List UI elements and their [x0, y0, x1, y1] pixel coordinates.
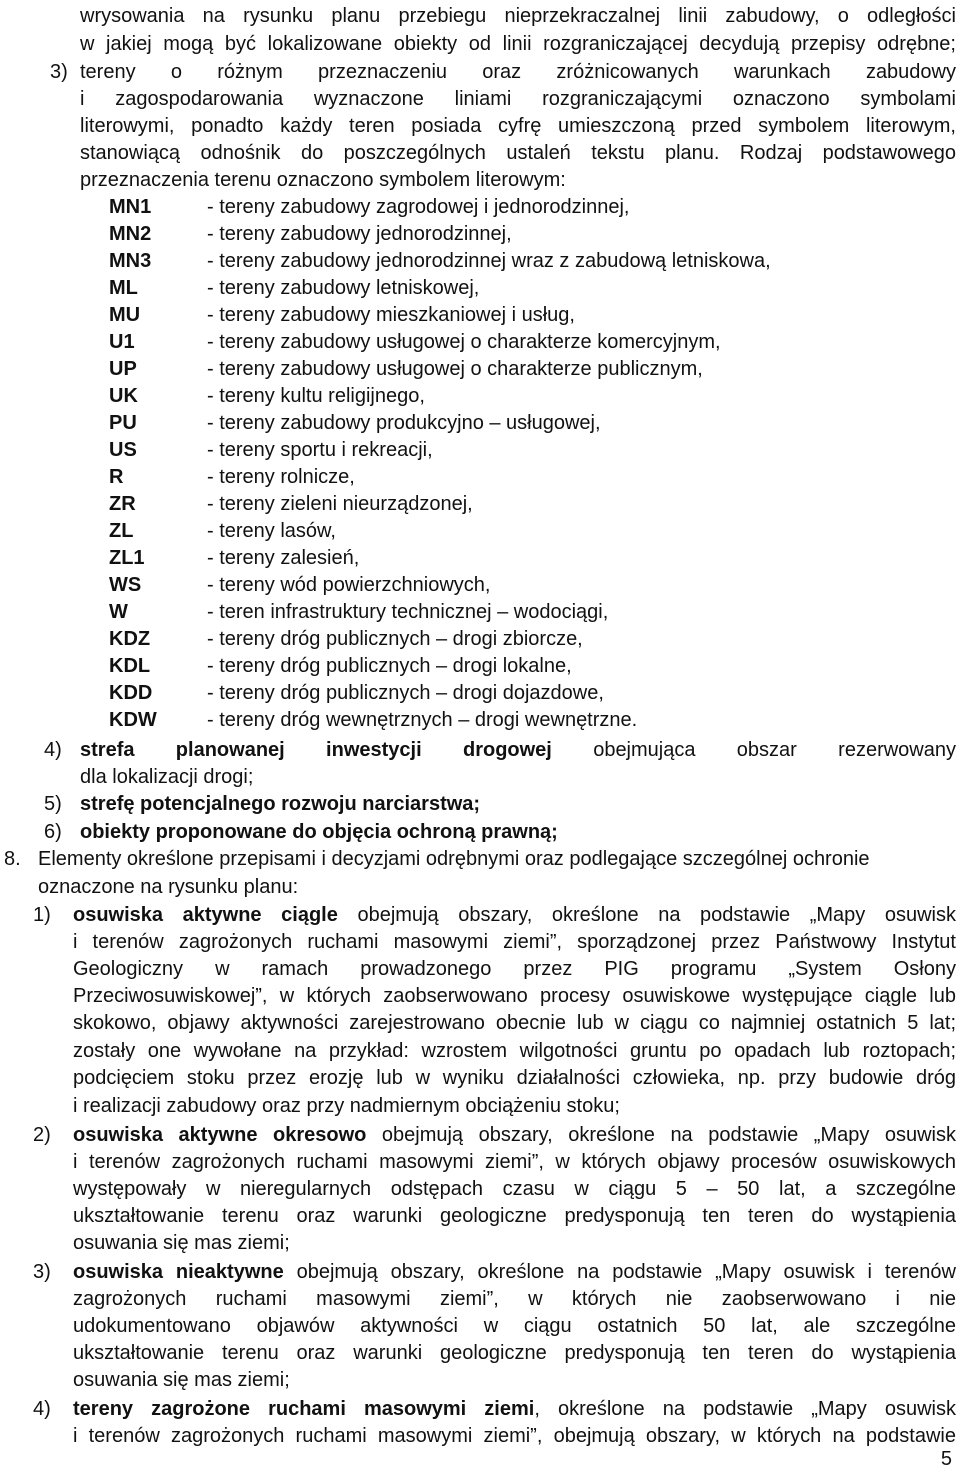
s8-item-line: zostały one wywołane na przykład: wzrostem wilgotności gruntu po opadach lub roztopach; [73, 1040, 956, 1062]
symbol-code: ZL [109, 520, 134, 542]
s8-item-4-rest: , określone na podstawie „Mapy osuwisk [534, 1398, 956, 1420]
symbol-code: MU [109, 304, 141, 326]
intro-line-1: wrysowania na rysunku planu przebiegu nieprzekraczalnej linii zabudowy, o odległości [80, 5, 956, 27]
s8-item-3-bold: osuwiska nieaktywne [73, 1261, 284, 1283]
symbol-description: - tereny zabudowy produkcyjno – usługowej, [207, 412, 601, 434]
item-3-line: literowymi, ponadto każdy teren posiada cyfrę umieszczoną przed symbolem literowym, [80, 115, 956, 137]
s8-item-3-first-line [73, 1260, 956, 1286]
item-3-number: 3) [50, 61, 68, 83]
item-4-line-2: dla lokalizacji drogi; [80, 766, 254, 788]
symbol-description: - tereny zabudowy jednorodzinnej wraz z zabudową letniskowa, [207, 250, 771, 272]
s8-item-line: i terenów zagrożonych ruchami masowymi ziemi”, sporządzonej przez Państwowy Instytut [73, 931, 956, 953]
item-4-bold: strefa planowanej inwestycji drogowej [80, 739, 552, 761]
symbol-description: - tereny wód powierzchniowych, [207, 574, 491, 596]
s8-item-line: ukształtowanie terenu oraz warunki geologiczne predysponują ten teren do wystąpienia [73, 1205, 956, 1227]
symbol-code: U1 [109, 331, 135, 353]
symbol-code: W [109, 601, 128, 623]
s8-item-line: osuwania się mas ziemi; [73, 1369, 290, 1391]
item-4-rest: obejmująca obszar rezerwowany [551, 739, 956, 761]
s8-item-3-rest: obejmują obszary, określone na podstawie „Mapy osuwisk i terenów [283, 1261, 956, 1283]
item-5-bold: strefę potencjalnego rozwoju narciarstwa; [80, 793, 481, 815]
symbol-code: PU [109, 412, 137, 434]
section-8-line: oznaczone na rysunku planu: [38, 876, 299, 898]
s8-item-4-number: 4) [33, 1398, 51, 1420]
symbol-description: - tereny zieleni nieurządzonej, [207, 493, 473, 515]
symbol-description: - tereny dróg wewnętrznych – drogi wewnętrzne. [207, 709, 638, 731]
symbol-code: UK [109, 385, 138, 407]
s8-item-line: i terenów zagrożonych ruchami masowymi ziemi”, w których objawy procesów osuwiskowych [73, 1151, 956, 1173]
symbol-code: KDL [109, 655, 151, 677]
symbol-code: ZL1 [109, 547, 145, 569]
s8-item-line: ukształtowanie terenu oraz warunki geologiczne predysponują ten teren do wystąpienia [73, 1342, 956, 1364]
s8-item-1-first-line [73, 903, 956, 929]
symbol-code: UP [109, 358, 137, 380]
symbol-description: - tereny zabudowy jednorodzinnej, [207, 223, 512, 245]
s8-item-line: Przeciwosuwiskowej”, w których zaobserwowano procesy osuwiskowe występujące ciągle lub [73, 985, 956, 1007]
section-8-line: Elementy określone przepisami i decyzjami odrębnymi oraz podlegające szczególnej ochronie [38, 848, 870, 870]
item-5-number: 5) [44, 793, 62, 815]
intro-line-2: w jakiej mogą być lokalizowane obiekty od linii rozgraniczającej decydują przepisy odrębne; [80, 33, 956, 55]
symbol-code: MN2 [109, 223, 152, 245]
s8-item-line: i realizacji zabudowy oraz przy nadmiernym obciążeniu stoku; [73, 1095, 620, 1117]
s8-item-2-bold: osuwiska aktywne okresowo [73, 1124, 367, 1146]
s8-item-line: występowały w nieregularnych odstępach czasu w ciągu 5 – 50 lat, a szczególne [73, 1178, 956, 1200]
item-5-line [80, 792, 480, 818]
s8-item-1-rest: obejmują obszary, określone na podstawie „Mapy osuwisk [337, 904, 956, 926]
item-4-line [80, 738, 956, 764]
symbol-description: - tereny zabudowy mieszkaniowej i usług, [207, 304, 575, 326]
page-number: 5 [940, 1448, 952, 1470]
symbol-code: KDD [109, 682, 153, 704]
symbol-code: MN1 [109, 196, 152, 218]
symbol-description: - tereny zalesień, [207, 547, 360, 569]
symbol-description: - tereny zabudowy usługowej o charakterze publicznym, [207, 358, 703, 380]
symbol-description: - teren infrastruktury technicznej – wodociągi, [207, 601, 609, 623]
item-6-bold: obiekty proponowane do objęcia ochroną prawną; [80, 821, 558, 843]
section-8-number: 8. [4, 848, 21, 870]
s8-item-line: podcięciem stoku przez erozję lub w wyniku działalności człowieka, np. przy budowie dróg [73, 1067, 956, 1089]
s8-item-2-first-line [73, 1123, 956, 1149]
item-3-line: i zagospodarowania wyznaczone liniami rozgraniczającymi oznaczono symbolami [80, 88, 956, 110]
symbol-code: ZR [109, 493, 136, 515]
item-3-line: stanowiącą odnośnik do poszczególnych ustaleń tekstu planu. Rodzaj podstawowego [80, 142, 956, 164]
symbol-code: KDW [109, 709, 157, 731]
item-6-number: 6) [44, 821, 62, 843]
symbol-description: - tereny dróg publicznych – drogi zbiorcze, [207, 628, 583, 650]
s8-item-4-bold: tereny zagrożone ruchami masowymi ziemi [73, 1398, 535, 1420]
symbol-code: WS [109, 574, 142, 596]
symbol-description: - tereny dróg publicznych – drogi dojazdowe, [207, 682, 604, 704]
s8-item-line: osuwania się mas ziemi; [73, 1232, 290, 1254]
item-4-number: 4) [44, 739, 62, 761]
item-3-line: tereny o różnym przeznaczeniu oraz zróżnicowanych warunkach zabudowy [80, 61, 956, 83]
symbol-description: - tereny zabudowy zagrodowej i jednorodzinnej, [207, 196, 630, 218]
s8-item-3-number: 3) [33, 1261, 51, 1283]
s8-item-1-number: 1) [33, 904, 51, 926]
symbol-description: - tereny sportu i rekreacji, [207, 439, 433, 461]
s8-item-2-rest: obejmują obszary, określone na podstawie „Mapy osuwisk [366, 1124, 957, 1146]
symbol-code: ML [109, 277, 138, 299]
s8-item-line: Geologiczny w ramach prowadzonego przez PIG programu „System Osłony [73, 958, 956, 980]
symbol-code: MN3 [109, 250, 152, 272]
symbol-description: - tereny dróg publicznych – drogi lokalne, [207, 655, 572, 677]
symbol-code: R [109, 466, 124, 488]
symbol-code: US [109, 439, 137, 461]
s8-item-1-bold: osuwiska aktywne ciągle [73, 904, 338, 926]
symbol-description: - tereny rolnicze, [207, 466, 355, 488]
s8-item-2-number: 2) [33, 1124, 51, 1146]
symbol-description: - tereny zabudowy usługowej o charakterze komercyjnym, [207, 331, 721, 353]
s8-item-line: skokowo, objawy aktywności zarejestrowano obecnie lub w ciągu co najmniej ostatnich 5 lat; [73, 1012, 956, 1034]
s8-item-4-first-line [73, 1397, 956, 1423]
symbol-description: - tereny zabudowy letniskowej, [207, 277, 480, 299]
item-6-line [80, 820, 558, 846]
symbol-description: - tereny lasów, [207, 520, 336, 542]
s8-item-line: udokumentowano objawów aktywności w ciągu ostatnich 50 lat, ale szczególne [73, 1315, 956, 1337]
s8-item-line: zagrożonych ruchami masowymi ziemi”, w których nie zaobserwowano i nie [73, 1288, 956, 1310]
symbol-description: - tereny kultu religijnego, [207, 385, 425, 407]
s8-item-line: i terenów zagrożonych ruchami masowymi ziemi”, obejmują obszary, w których na podstawie [73, 1425, 956, 1447]
symbol-code: KDZ [109, 628, 151, 650]
item-3-line: przeznaczenia terenu oznaczono symbolem literowym: [80, 169, 566, 191]
